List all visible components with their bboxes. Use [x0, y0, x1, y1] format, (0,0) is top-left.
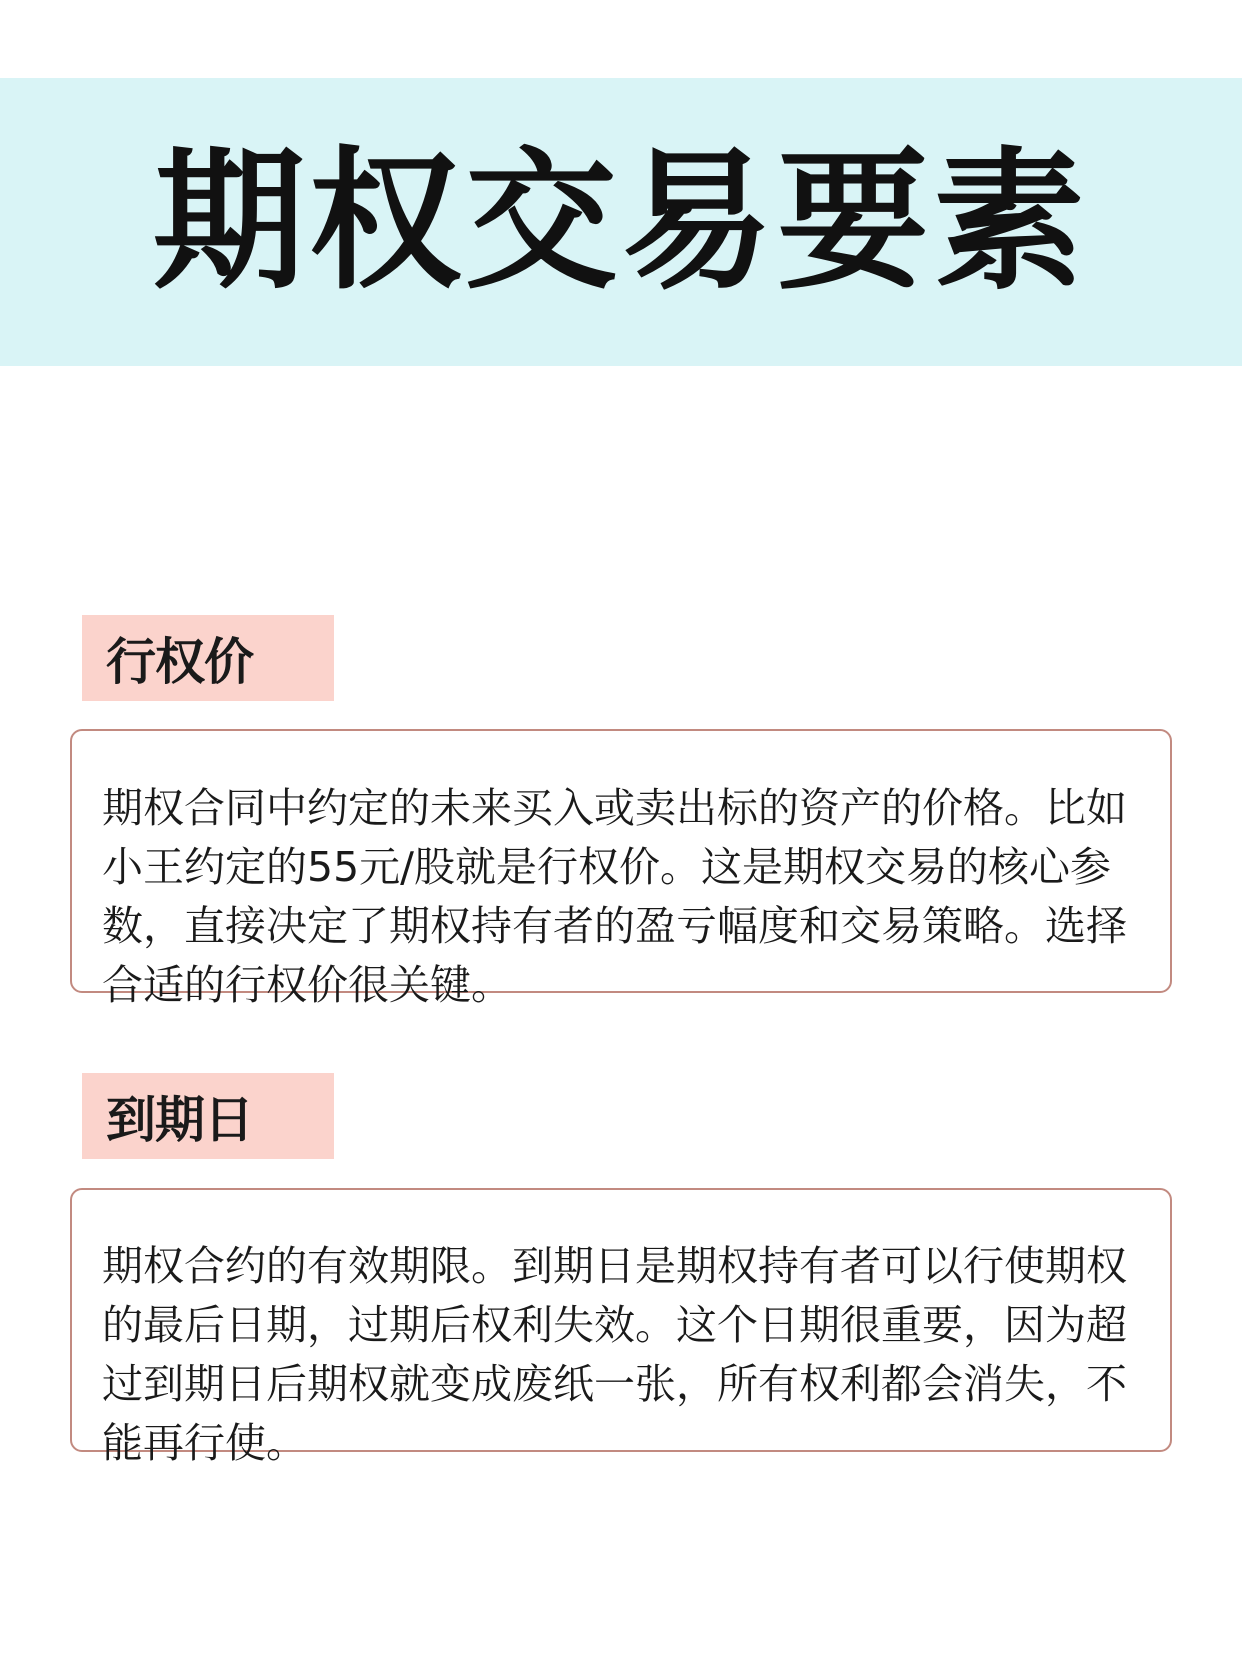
title-banner: [0, 78, 1242, 366]
definition-text-expiration-date: 期权合约的有效期限。到期日是期权持有者可以行使期权的最后日期，过期后权利失效。这个日期很重要，因为超过到期日后期权就变成废纸一张，所有权利都会消失，不能再行使。: [102, 1242, 1127, 1467]
page-title: 期权交易要素: [153, 133, 1089, 310]
definition-text-strike-price: 期权合同中约定的未来买入或卖出标的资产的价格。比如小王约定的55元/股就是行权价。这是期权交易的核心参数，直接决定了期权持有者的盈亏幅度和交易策略。选择合适的行权价很关键。: [102, 784, 1127, 1009]
section-heading-expiration-date: [82, 1073, 334, 1159]
section-heading-label: 行权价: [106, 633, 253, 691]
section-heading-strike-price: [82, 615, 334, 701]
section-heading-label: 到期日: [106, 1091, 253, 1149]
